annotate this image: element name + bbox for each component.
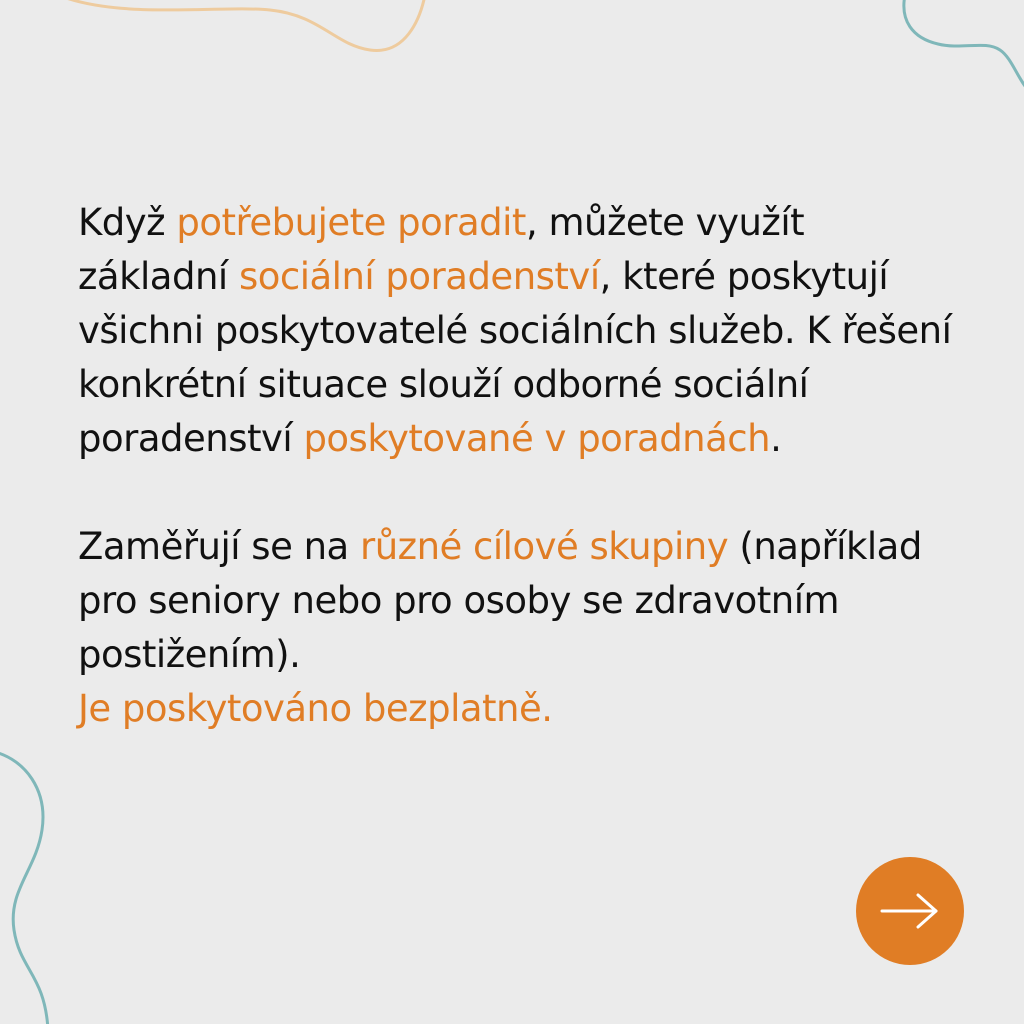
text-segment: , můžete využít základní: [78, 201, 805, 298]
orange-curve: [58, 0, 425, 50]
highlight-segment: poskytované v poradnách: [303, 417, 771, 460]
text-segment: Zaměřují se na: [78, 525, 360, 568]
paragraph-1: [78, 196, 958, 466]
text-segment: , které poskytují všichni poskytovatelé sociálních služeb. K řešení konkrétní situace slouží odborné sociální poradenství: [78, 255, 952, 460]
text-segment: .: [770, 417, 782, 460]
text-segment: (například pro seniory nebo pro osoby se zdravotním postižením).: [78, 525, 922, 676]
teal-curve-bottom-left: [0, 752, 48, 1024]
highlight-segment: různé cílové skupiny: [360, 525, 729, 568]
next-button[interactable]: [856, 857, 964, 965]
highlight-segment: Je poskytováno bezplatně.: [78, 687, 553, 730]
highlight-segment: sociální poradenství: [238, 255, 600, 298]
paragraph-2: [78, 520, 958, 736]
text-segment: Když: [78, 201, 177, 244]
teal-curve-top-right: [904, 0, 1024, 92]
highlight-segment: potřebujete poradit: [176, 201, 526, 244]
body-text: [78, 196, 958, 736]
arrow-right-icon: [878, 891, 942, 931]
